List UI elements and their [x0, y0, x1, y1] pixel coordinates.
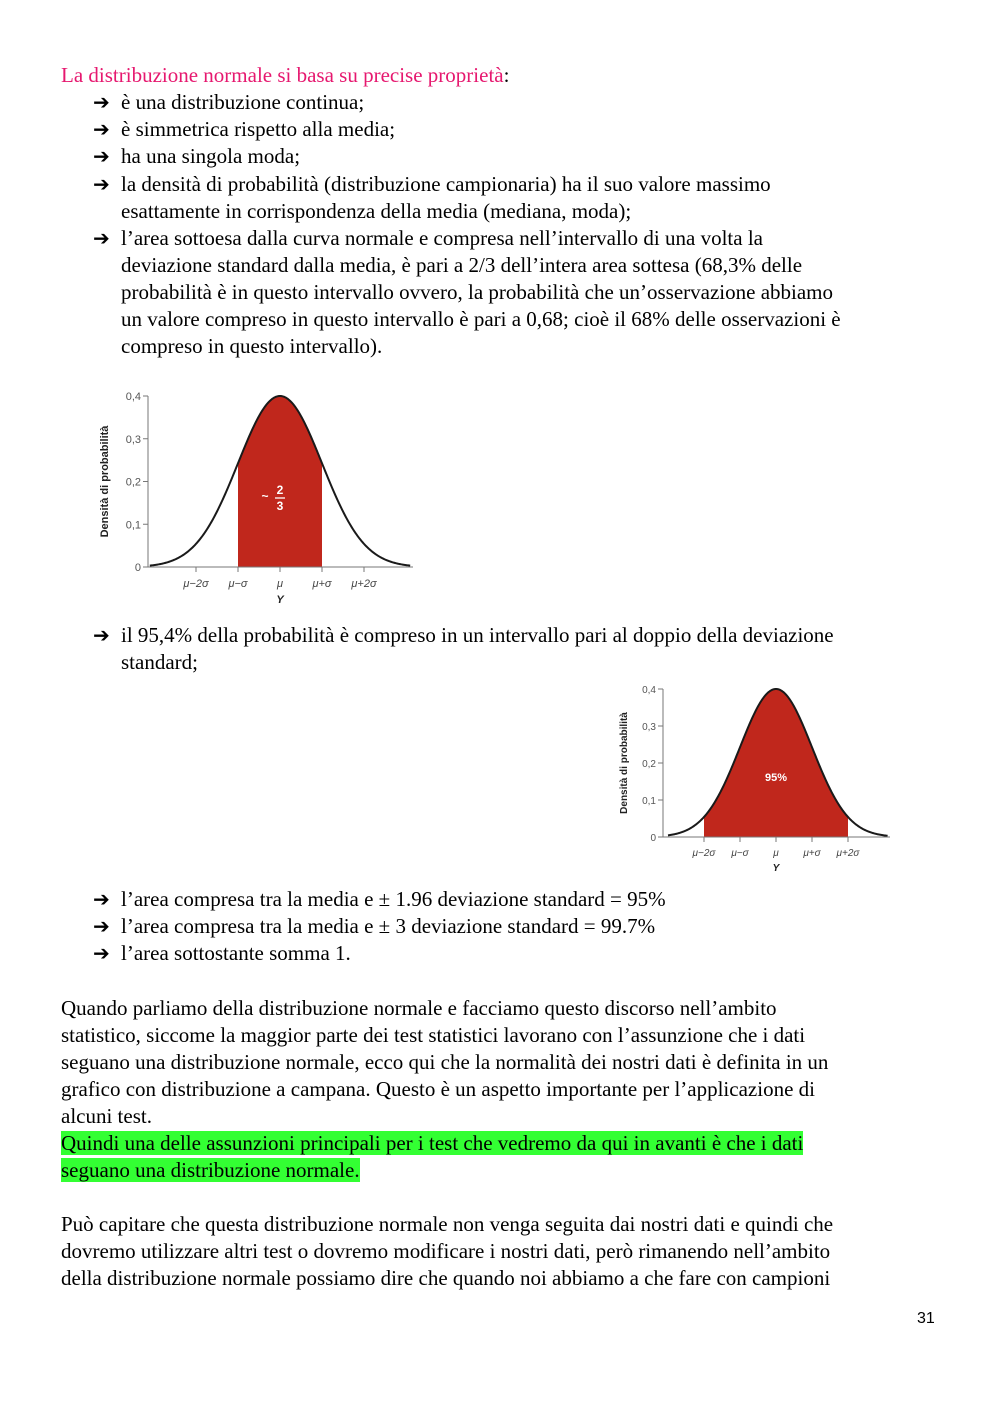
bullet-text: probabilità è in questo intervallo ovvero, la probabilità che un’osservazione abbiamo — [121, 280, 834, 304]
y-axis-title: Densità di probabilità — [99, 425, 111, 538]
paragraph-line: della distribuzione normale possiamo dire che quando noi abbiamo a che fare con campioni — [61, 1266, 831, 1290]
bullet-text: l’area sottostante somma 1. — [121, 941, 351, 965]
bullet-text: è simmetrica rispetto alla media; — [121, 117, 396, 141]
x-tick-label: μ−2σ — [183, 578, 209, 590]
paragraph-line: alcuni test. — [61, 1104, 152, 1128]
shaded-area — [238, 396, 322, 567]
arrow-icon: ➔ — [93, 887, 110, 911]
paragraph-line: statistico, siccome la maggior parte dei test statistici lavorano con l’assunzione che i dati — [61, 1023, 806, 1047]
x-tick-label: μ−2σ — [692, 848, 716, 859]
bullet-text: il 95,4% della probabilità è compreso in un intervallo pari al doppio della deviazione — [121, 623, 834, 647]
y-tick-label: 0,2 — [125, 476, 141, 489]
x-tick-label: μ−σ — [228, 578, 248, 590]
bullet-text: la densità di probabilità (distribuzione campionaria) ha il suo valore massimo — [121, 172, 771, 196]
y-tick-label: 0,3 — [125, 433, 141, 446]
bullet-text: compreso in questo intervallo). — [121, 334, 383, 358]
annotation-prefix: ~ — [261, 489, 269, 503]
annotation-denominator: 3 — [276, 499, 284, 513]
bullet-text: standard; — [121, 650, 198, 674]
x-tick-label: μ+2σ — [836, 848, 860, 859]
normal-curve-chart-2sigma — [615, 680, 900, 882]
highlight-line — [61, 1157, 360, 1184]
intro-tail: : — [503, 63, 510, 87]
annotation-numerator: 2 — [276, 483, 284, 497]
paragraph-line: Può capitare che questa distribuzione normale non venga seguita dai nostri dati e quindi che — [61, 1212, 834, 1236]
y-axis-title: Densità di probabilità — [619, 712, 630, 814]
y-tick-label: 0,4 — [642, 685, 656, 696]
intro-line — [61, 62, 509, 89]
paragraph-line: Quando parliamo della distribuzione normale e facciamo questo discorso nell’ambito — [61, 996, 777, 1020]
x-tick-label: μ+σ — [312, 578, 332, 590]
bullet-text: ha una singola moda; — [121, 144, 301, 168]
arrow-icon: ➔ — [93, 172, 110, 196]
y-tick-label: 0,1 — [125, 519, 141, 532]
highlighted-text: seguano una distribuzione normale. — [61, 1158, 360, 1182]
annotation-label: 95% — [764, 772, 788, 784]
shaded-area — [704, 689, 848, 837]
bullet-text: deviazione standard dalla media, è pari a 2/3 dell’intera area sottesa (68,3% delle — [121, 253, 803, 277]
x-axis-title: Y — [276, 594, 284, 606]
x-tick-label: μ+2σ — [351, 578, 377, 590]
paragraph-line: grafico con distribuzione a campana. Questo è un aspetto importante per l’applicazione di — [61, 1077, 815, 1101]
arrow-icon: ➔ — [93, 117, 110, 141]
y-tick-label: 0 — [650, 833, 656, 844]
intro-colored: La distribuzione normale si basa su precise proprietà — [61, 63, 504, 87]
y-tick-label: 0 — [134, 562, 141, 574]
arrow-icon: ➔ — [93, 941, 110, 965]
bullet-text: un valore compreso in questo intervallo è pari a 0,68; cioè il 68% delle osservazioni è — [121, 307, 841, 331]
x-tick-label: μ−σ — [731, 848, 749, 859]
x-tick-label: μ — [773, 848, 779, 859]
bullet-text: l’area compresa tra la media e ± 1.96 deviazione standard = 95% — [121, 887, 666, 911]
bullet-text: l’area compresa tra la media e ± 3 deviazione standard = 99.7% — [121, 914, 656, 938]
highlight-line — [61, 1130, 803, 1157]
normal-curve-chart-1sigma — [95, 385, 420, 617]
bullet-text: esattamente in corrispondenza della media (mediana, moda); — [121, 199, 632, 223]
paragraph-line: dovremo utilizzare altri test o dovremo modificare i nostri dati, però rimanendo nell’ambito — [61, 1239, 831, 1263]
bullet-text: è una distribuzione continua; — [121, 90, 365, 114]
arrow-icon: ➔ — [93, 90, 110, 114]
arrow-icon: ➔ — [93, 623, 110, 647]
arrow-icon: ➔ — [93, 914, 110, 938]
paragraph-line: seguano una distribuzione normale, ecco qui che la normalità dei nostri dati è definita in un — [61, 1050, 829, 1074]
arrow-icon: ➔ — [93, 226, 110, 250]
y-tick-label: 0,1 — [642, 796, 656, 807]
highlighted-text: Quindi una delle assunzioni principali per i test che vedremo da qui in avanti è che i dati — [61, 1131, 804, 1155]
x-tick-label: μ+σ — [803, 848, 821, 859]
page-number: 31 — [917, 1310, 935, 1327]
y-tick-label: 0,2 — [642, 759, 656, 770]
bullet-text: l’area sottoesa dalla curva normale e compresa nell’intervallo di una volta la — [121, 226, 763, 250]
y-tick-label: 0,4 — [125, 391, 141, 403]
y-tick-label: 0,3 — [642, 722, 656, 733]
x-tick-label: μ — [276, 578, 284, 590]
x-axis-title: Y — [772, 863, 780, 874]
arrow-icon: ➔ — [93, 144, 110, 168]
